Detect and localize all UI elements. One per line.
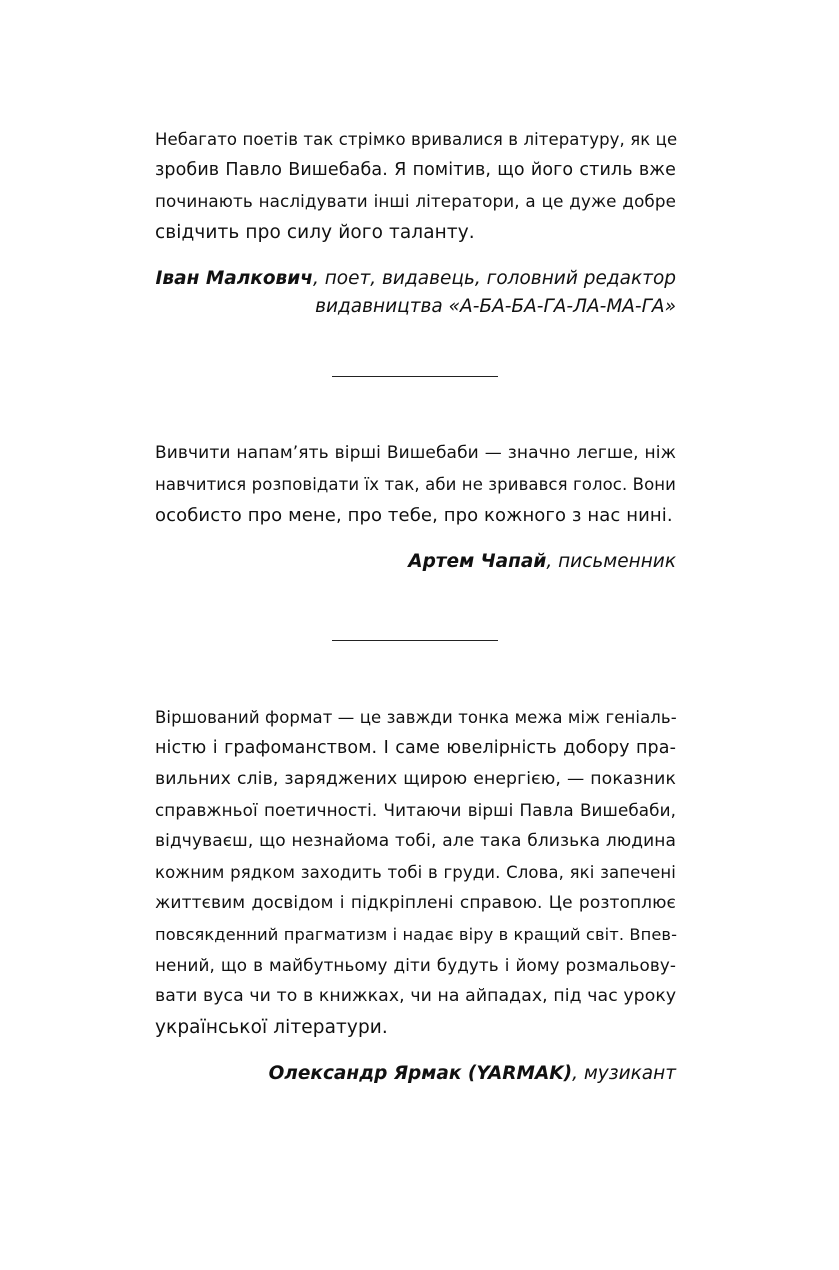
review-1-line: свідчить про силу його таланту. — [155, 222, 475, 243]
review-2-line: Вивчити напам’ять вірші Вишебаби — значно легше, ніж — [155, 443, 676, 463]
review-3-text — [155, 702, 676, 1043]
review-2-author: Артем Чапай — [408, 551, 547, 572]
review-2 — [155, 438, 676, 576]
review-1-role: , поет, видавець, головний редактор — [312, 268, 676, 289]
review-3-line: ністю і графоманством. І саме ювелірність добору пра- — [155, 738, 676, 758]
review-3-line: вати вуса чи то в книжках, чи на айпадах, під час уроку — [155, 986, 677, 1006]
review-2-role: , письменник — [546, 551, 676, 572]
review-2-text — [155, 438, 676, 531]
review-3-line: справжньої поетичності. Читаючи вірші Павла Вишебаби, — [155, 800, 676, 820]
review-3-line: повсякденний прагматизм і надає віру в кращий світ. Впев- — [155, 925, 678, 944]
review-1-text — [155, 124, 676, 248]
section-divider — [332, 376, 498, 377]
review-3-line: нений, що в майбутньому діти будуть і йому розмальову- — [155, 955, 676, 975]
review-3-line: життєвим досвідом і підкріплені справою. Це розтоплює — [155, 893, 676, 913]
review-1-line: зробив Павло Вишебаба. Я помітив, що його стиль вже — [155, 160, 676, 180]
review-3-line: відчуваєш, що незнайома тобі, але така близька людина — [155, 831, 676, 851]
review-3-line: української літератури. — [155, 1017, 388, 1038]
review-3-line: вильних слів, заряджених щирою енергією, — показник — [155, 769, 676, 789]
review-3-role: , музикант — [572, 1063, 676, 1084]
review-1-line: починають наслідувати інші літератори, а це дуже добре — [155, 191, 676, 211]
review-1-attribution — [155, 265, 676, 321]
review-1 — [155, 124, 676, 321]
review-1-author: Іван Малкович — [155, 268, 313, 289]
section-divider — [332, 640, 498, 641]
review-3-line: кожним рядком заходить тобі в груди. Слова, які запечені — [155, 863, 676, 882]
review-2-attribution — [155, 548, 676, 576]
review-3-author: Олександр Ярмак (YARMAK) — [268, 1063, 573, 1084]
review-1-line: Небагато поетів так стрімко вривалися в літературу, як це — [155, 130, 678, 149]
review-2-line: навчитися розповідати їх так, аби не зривався голос. Вони — [155, 475, 676, 494]
review-3 — [155, 702, 676, 1088]
reviews-page — [155, 124, 676, 1088]
review-3-attribution — [155, 1060, 676, 1088]
review-3-line: Віршований формат — це завжди тонка межа між геніаль- — [155, 708, 677, 727]
review-2-line: особисто про мене, про тебе, про кожного з нас нині. — [155, 505, 673, 526]
review-1-role-cont: видавництва «А-БА-БА-ГА-ЛА-МА-ГА» — [315, 296, 676, 317]
